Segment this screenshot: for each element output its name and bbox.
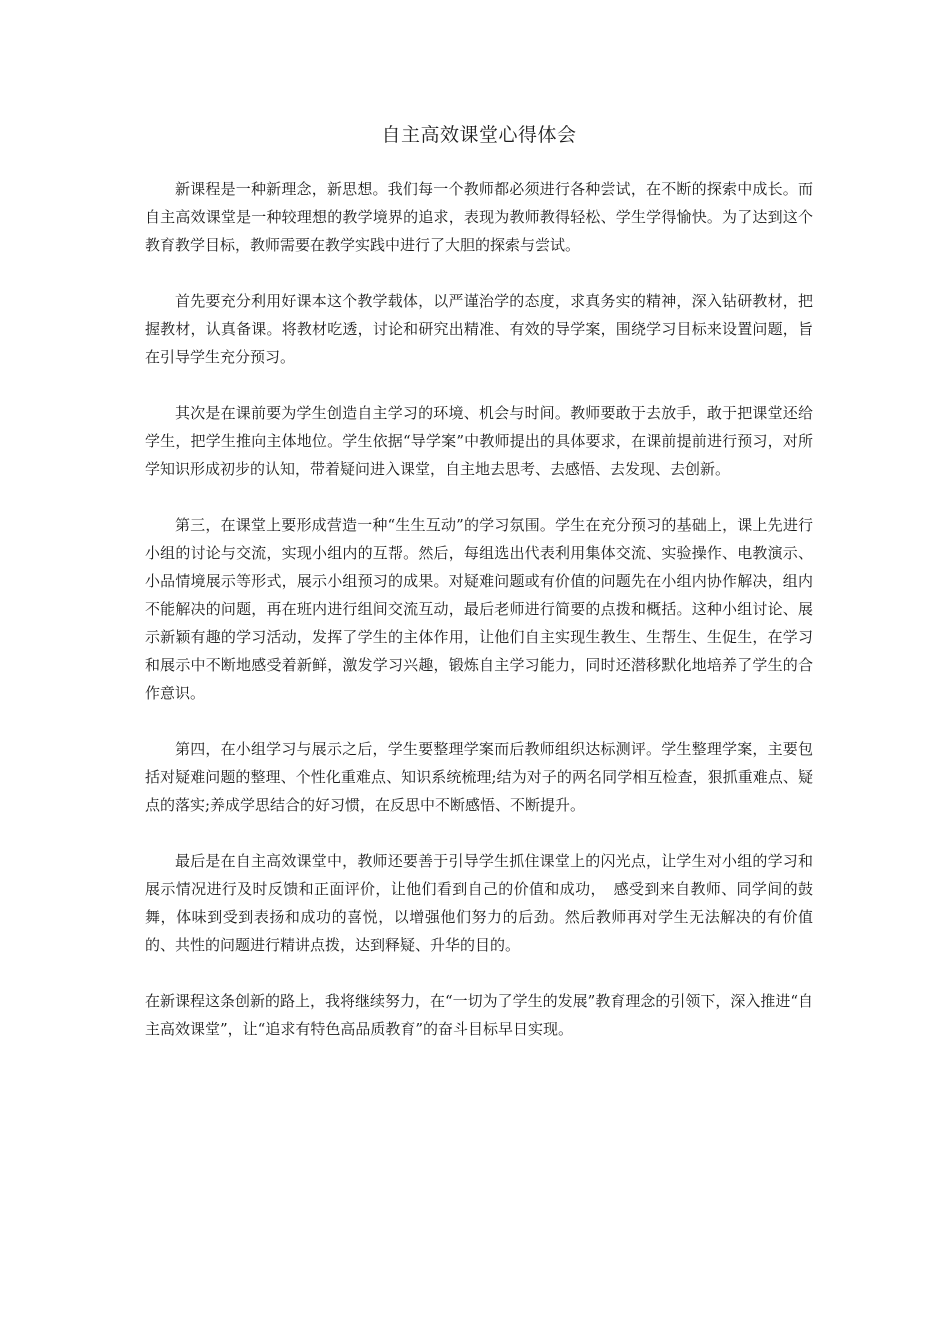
paragraph-third: 第三，在课堂上要形成营造一种“生生互动”的学习氛围。学生在充分预习的基础上，课上先进行小组的讨论与交流，实现小组内的互帮。然后，每组选出代表利用集体交流、实验操作、电教演示、小品情境展示等形式，展示小组预习的成果。对疑难问题或有价值的问题先在小组内协作解决，组内不能解决的问题，再在班内进行组间交流互动，最后老师进行简要的点拨和概括。这种小组讨论、展示新颖有趣的学习活动，发挥了学生的主体作用，让他们自主实现生教生、生帮生、生促生，在学习和展示中不断地感受着新鲜，激发学习兴趣，锻炼自主学习能力，同时还潜移默化地培养了学生的合作意识。 <box>145 516 813 702</box>
paragraph-first: 首先要充分利用好课本这个教学载体，以严谨治学的态度，求真务实的精神，深入钻研教材，把握教材，认真备课。将教材吃透，讨论和研究出精准、有效的导学案，围绕学习目标来设置问题，旨在引导学生充分预习。 <box>145 292 813 366</box>
document-page <box>145 121 813 1071</box>
paragraph-intro: 新课程是一种新理念，新思想。我们每一个教师都必须进行各种尝试，在不断的探索中成长。而自主高效课堂是一种较理想的教学境界的追求，表现为教师教得轻松、学生学得愉快。为了达到这个教育教学目标，教师需要在教学实践中进行了大胆的探索与尝试。 <box>145 180 813 254</box>
paragraph-second: 其次是在课前要为学生创造自主学习的环境、机会与时间。教师要敢于去放手，敢于把课堂还给学生，把学生推向主体地位。学生依据“导学案”中教师提出的具体要求，在课前提前进行预习，对所学知识形成初步的认知，带着疑问进入课堂，自主地去思考、去感悟、去发现、去创新。 <box>145 404 813 478</box>
paragraph-conclusion: 在新课程这条创新的路上，我将继续努力，在“一切为了学生的发展”教育理念的引领下，深入推进“自主高效课堂”，让“追求有特色高品质教育”的奋斗目标早日实现。 <box>145 992 814 1038</box>
paragraph-last: 最后是在自主高效课堂中，教师还要善于引导学生抓住课堂上的闪光点，让学生对小组的学习和展示情况进行及时反馈和正面评价，让他们看到自己的价值和成功， 感受到来自教师、同学间的鼓舞，体味到受到表扬和成功的喜悦，以增强他们努力的后劲。然后教师再对学生无法解决的有价值的、共性的问题进行精讲点拨，达到释疑、升华的目的。 <box>145 852 813 954</box>
paragraph-fourth: 第四，在小组学习与展示之后，学生要整理学案而后教师组织达标测评。学生整理学案，主要包括对疑难问题的整理、个性化重难点、知识系统梳理;结为对子的两名同学相互检查，狠抓重难点、疑点的落实;养成学思结合的好习惯，在反思中不断感悟、不断提升。 <box>145 740 813 814</box>
document-title: 自主高效课堂心得体会 <box>381 124 577 146</box>
